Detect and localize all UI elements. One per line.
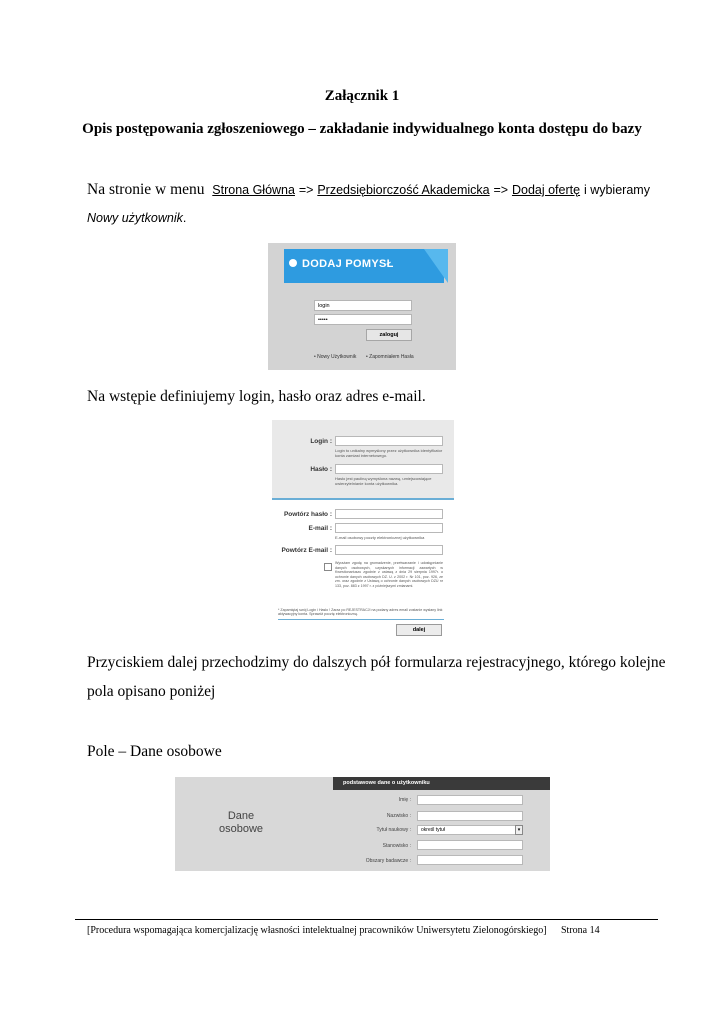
footer-rule <box>75 919 658 920</box>
footer-text: [Procedura wspomagająca komercjalizację własności intelektualnej pracowników Uniwersytetu Zielonogórskiego] <box>87 925 547 936</box>
password-note: Hasło jest pauliną wymyślona nazwą, umiejscowiające uwierzytelnianie konta użytkownika. <box>335 476 432 486</box>
document-subtitle: Opis postępowania zgłoszeniowego – zakładanie indywidualnego konta dostępu do bazy <box>82 121 642 137</box>
lightbulb-icon <box>289 259 297 267</box>
email-label: E-mail : <box>308 525 332 532</box>
form-divider <box>278 619 444 620</box>
paragraph-menu-path: Na stronie w menu Strona Główna => Przedsiębiorczość Akademicka => Dodaj ofertę i wybieramy <box>87 181 650 198</box>
reg-password-input[interactable] <box>335 464 443 474</box>
first-name-label: Imię : <box>398 797 411 803</box>
consent-checkbox[interactable] <box>324 563 332 571</box>
position-label: Stanowisko : <box>382 843 411 849</box>
last-name-input[interactable] <box>417 811 523 821</box>
banner-label: DODAJ POMYSŁ <box>302 258 394 270</box>
login-label: Login : <box>310 438 332 445</box>
next-button[interactable]: dalej <box>396 624 442 636</box>
academic-title-label: Tytuł naukowy : <box>376 827 411 833</box>
login-button[interactable]: zaloguj <box>366 329 412 341</box>
personal-data-screenshot <box>175 777 550 871</box>
research-areas-label: Obszary badawcze : <box>365 858 411 864</box>
personal-data-label-2: osobowe <box>218 823 264 835</box>
section-personal-data-heading: Pole – Dane osobowe <box>87 743 222 760</box>
consent-text: Wyrażam zgodę na gromadzenie, przetwarzanie i udostępnianie danych osobowych, uzyskanych informacji zawartych w Kwestionariuszu zgodnie z ustawą z dnia 29 sierpnia 1997r. o ochronie danych osobowych DZ. U. z 2002 r. Nr 101, poz. 926, ze zm. oraz zgodnie z Ustawą o ochronie danych osobowych DZU nr 133, poz. 883 z 1997 r. z późniejszymi zmianami. <box>335 561 443 588</box>
password-input[interactable]: ••••• <box>314 314 412 325</box>
academic-title-select[interactable]: określ tytuł <box>417 825 523 835</box>
new-user-link[interactable]: • Nowy Użytkownik <box>314 354 357 360</box>
login-note: Login to unikalny wymyślony przez użytkownika identyfikator konta zamiast internetowego. <box>335 448 443 458</box>
banner-tip <box>424 249 448 283</box>
attachment-title: Załącznik 1 <box>324 88 400 104</box>
password-label: Hasło : <box>310 466 332 473</box>
chevron-down-icon[interactable]: ▾ <box>515 825 523 835</box>
repeat-email-label: Powtórz E-mail : <box>281 547 332 554</box>
forgot-password-link[interactable]: • Zapomniałem Hasła <box>366 354 414 360</box>
section-header-bar: podstawowe dane o użytkowniku <box>333 777 550 790</box>
credentials-section <box>272 420 454 500</box>
menu-home-link[interactable]: Strona Główna <box>212 183 295 197</box>
personal-data-label-1: Dane <box>227 810 255 822</box>
page-number: Strona 14 <box>561 925 600 936</box>
research-areas-input[interactable] <box>417 855 523 865</box>
registration-screenshot <box>272 420 454 638</box>
repeat-password-input[interactable] <box>335 509 443 519</box>
new-user-text: Nowy użytkownik <box>87 211 183 225</box>
position-input[interactable] <box>417 840 523 850</box>
paragraph-define-credentials: Na wstępie definiujemy login, hasło oraz adres e-mail. <box>87 388 426 405</box>
login-screenshot <box>268 243 456 370</box>
reg-login-input[interactable] <box>335 436 443 446</box>
paragraph-next-step-1: Przyciskiem dalej przechodzimy do dalszych pół formularza rejestracyjnego, którego kolejne <box>87 654 666 671</box>
paragraph-next-step-2: pola opisano poniżej <box>87 683 216 700</box>
login-input[interactable]: login <box>314 300 412 311</box>
remember-note: * Zapamiętaj swój Login i Hasło ! Zaraz po REJESTRACJI na podany adres email zostanie wysłany link aktywacyjny konta. Sprawdź pocztę elektroniczną. <box>278 608 443 617</box>
email-input[interactable] <box>335 523 443 533</box>
paragraph-new-user-line: Nowy użytkownik. <box>87 211 187 225</box>
first-name-input[interactable] <box>417 795 523 805</box>
repeat-password-label: Powtórz hasło : <box>283 511 332 518</box>
last-name-label: Nazwisko : <box>386 813 411 819</box>
email-note: E-mail osobowy poczty elektronicznej użytkownika <box>335 535 425 540</box>
repeat-email-input[interactable] <box>335 545 443 555</box>
menu-add-offer-link[interactable]: Dodaj ofertę <box>511 183 581 197</box>
menu-entrepreneurship-link[interactable]: Przedsiębiorczość Akademicka <box>317 183 490 197</box>
